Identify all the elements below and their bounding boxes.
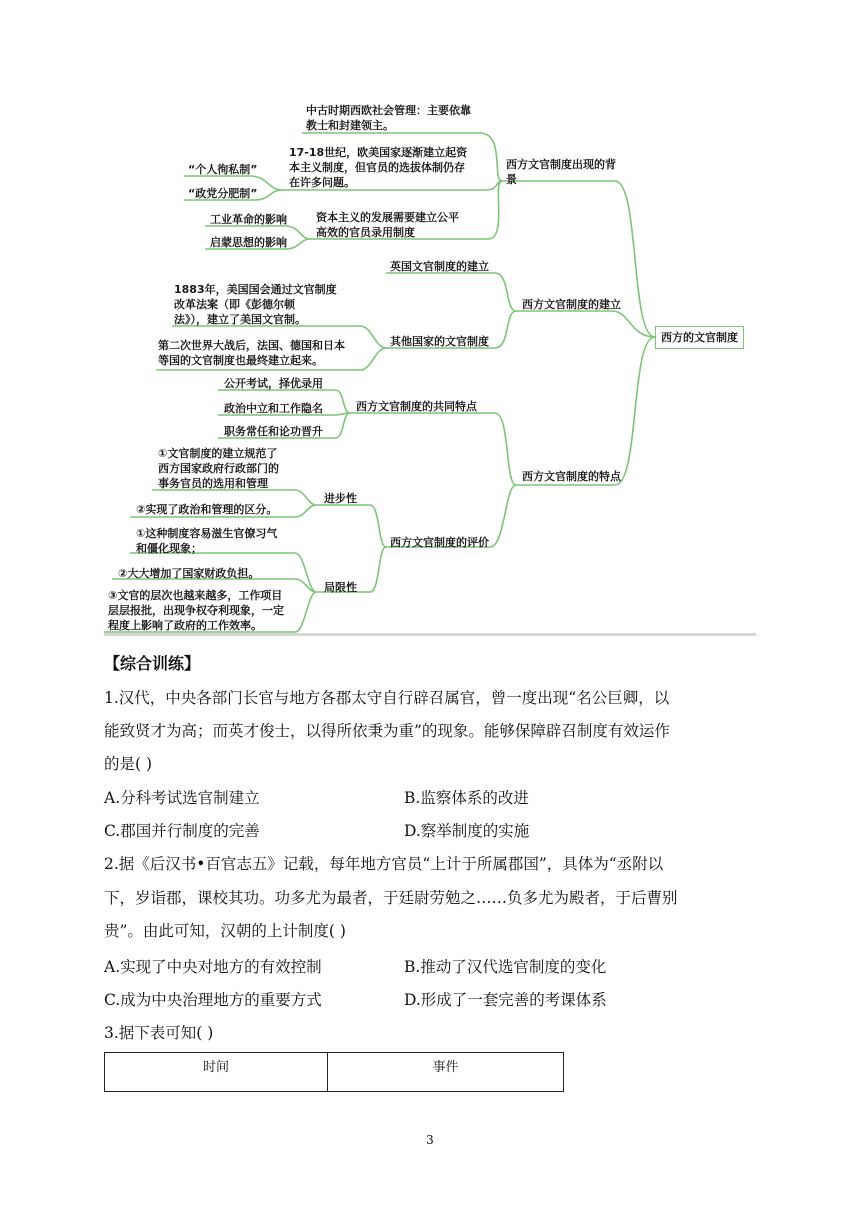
mindmap-node-17-18-century (289, 145, 467, 190)
q2-stem-line1: 2.据《后汉书•百官志五》记载，每年地方官员“上计于所属郡国”，具体为“丞附以 (104, 855, 664, 873)
mindmap-node-adv-1 (158, 446, 279, 491)
table-header-time: 时间 (105, 1053, 328, 1092)
mindmap-node-lim-2: ②大大增加了国家财政负担。 (118, 567, 260, 580)
mindmap-node-lim-1 (136, 526, 277, 556)
q1-stem-line2: 能致贤才为高；而英才俊士，以得所依秉为重”的现象。能够保障辟召制度有效运作 (104, 722, 670, 740)
q1-option-d[interactable]: D.察举制度的实施 (404, 822, 530, 840)
mindmap-branch-background-line2: 景 (506, 173, 517, 186)
mindmap-node-common-features: 西方文官制度的共同特点 (356, 400, 477, 413)
node-line: ①文官制度的建立规范了 (158, 447, 278, 460)
q3-table (104, 1052, 564, 1092)
mindmap-branch-background (506, 157, 616, 187)
mindmap-node-capitalism-need (316, 210, 459, 240)
q2-option-d[interactable]: D.形成了一套完善的考课体系 (404, 991, 607, 1009)
mindmap-node-industrial-revolution: 工业革命的影响 (210, 213, 287, 226)
mindmap-node-post-ww2 (158, 338, 345, 368)
node-line: 17-18世纪，欧美国家逐渐建立起资 (289, 146, 468, 159)
mindmap-node-spoils-system: “政党分肥制” (188, 187, 258, 200)
mindmap-node-usa-1883 (174, 282, 337, 327)
node-line: 西方国家政府行政部门的 (158, 462, 279, 475)
q1-option-a[interactable]: A.分科考试选官制建立 (104, 789, 260, 807)
q1-option-c[interactable]: C.郡国并行制度的完善 (104, 822, 260, 840)
mindmap-branch-background-line1: 西方文官制度出现的背 (506, 158, 616, 171)
node-line: 层层报批，出现争权夺利现象，一定 (108, 604, 284, 617)
q1-stem-line3: 的是( ) (104, 755, 153, 773)
mindmap-node-limitations: 局限性 (324, 581, 357, 594)
node-line: 和僵化现象； (136, 542, 202, 555)
node-line: 在许多问题。 (289, 176, 355, 189)
node-line: 本主义制度，但官员的选拔体制仍存 (289, 161, 465, 174)
q2-option-b[interactable]: B.推动了汉代选官制度的变化 (404, 958, 607, 976)
mindmap-branch-features: 西方文官制度的特点 (522, 470, 621, 483)
q2-option-a[interactable]: A.实现了中央对地方的有效控制 (104, 958, 322, 976)
q1-stem-line1: 1.汉代，中央各部门长官与地方各郡太守自行辟召属官，曾一度出现“名公巨卿，以 (104, 689, 670, 707)
q2-stem-line2: 下，岁诣郡，课校其功。功多尤为最者，于廷尉劳勉之……负多尤为殿者，于后曹别 (104, 889, 678, 907)
mindmap-node-open-exam: 公开考试，择优录用 (224, 377, 323, 390)
node-line: 程度上影响了政府的工作效率。 (108, 619, 262, 632)
mindmap-node-evaluation: 西方文官制度的评价 (390, 536, 489, 549)
mindmap-root: 西方的文官制度 (655, 326, 744, 349)
node-line: 高效的官员录用制度 (316, 226, 415, 239)
table-header-event: 事件 (328, 1053, 564, 1092)
mindmap-branch-establishment: 西方文官制度的建立 (522, 298, 621, 311)
mindmap-node-neutrality: 政治中立和工作隐名 (224, 402, 323, 415)
mindmap-node-adv-2: ②实现了政治和管理的区分。 (136, 503, 278, 516)
node-line: 法》），建立了美国文官制。 (174, 313, 306, 326)
mindmap-node-lim-3 (108, 588, 284, 633)
mindmap-node-other-countries: 其他国家的文官制度 (390, 335, 489, 348)
q1-option-b[interactable]: B.监察体系的改进 (404, 789, 529, 807)
node-line: 等国的文官制度也最终建立起来。 (158, 354, 323, 367)
divider (104, 633, 756, 636)
page-number: 3 (426, 1133, 434, 1147)
mindmap-node-personal-favoritism: “个人徇私制” (188, 163, 258, 176)
mindmap-node-progressive: 进步性 (324, 492, 357, 505)
mindmap-node-medieval (306, 103, 471, 133)
section-title: 【综合训练】 (104, 654, 201, 673)
node-line: 改革法案（即《彭德尔顿 (174, 298, 295, 311)
node-line: ①这种制度容易滋生官僚习气 (136, 527, 278, 540)
node-line: 1883年，美国国会通过文官制度 (174, 283, 337, 296)
q2-option-c[interactable]: C.成为中央治理地方的重要方式 (104, 991, 322, 1009)
node-line: 中古时期西欧社会管理：主要依靠 (306, 104, 471, 117)
node-line: 资本主义的发展需要建立公平 (316, 211, 459, 224)
mindmap-node-tenure: 职务常任和论功晋升 (224, 425, 323, 438)
mindmap-node-britain: 英国文官制度的建立 (390, 260, 489, 273)
mindmap-node-enlightenment: 启蒙思想的影响 (210, 236, 287, 249)
table-row (105, 1053, 564, 1092)
node-line: ③文官的层次也越来越多，工作项目 (108, 589, 283, 602)
node-line: 第二次世界大战后，法国、德国和日本 (158, 339, 345, 352)
q3-stem: 3.据下表可知( ) (104, 1024, 214, 1042)
q2-stem-line3: 贵”。由此可知，汉朝的上计制度( ) (104, 922, 346, 940)
node-line: 教士和封建领主。 (306, 119, 394, 132)
node-line: 事务官员的选用和管理 (158, 477, 268, 490)
